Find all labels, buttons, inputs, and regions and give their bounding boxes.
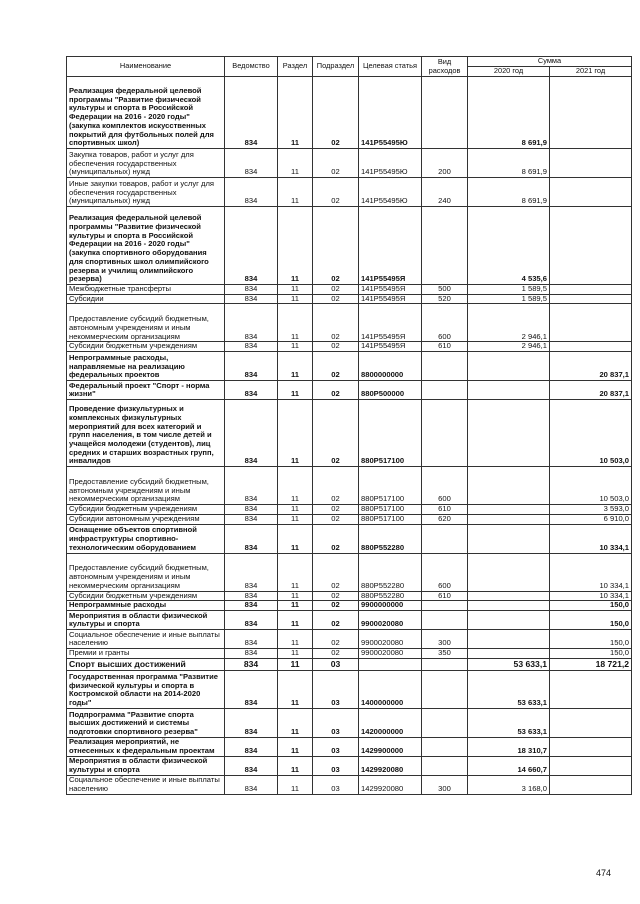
cell-y2021: 10 334,1 [550,591,632,601]
cell-y2021: 150,0 [550,611,632,630]
table-row [67,737,632,756]
cell-dept: 834 [225,630,278,649]
table-row [67,630,632,649]
cell-target: 880P500000 [359,381,422,400]
cell-dept: 834 [225,178,278,207]
cell-target: 141P55495Ю [359,77,422,149]
cell-section: 11 [278,514,313,524]
table-row [67,149,632,178]
cell-vr [422,400,468,467]
cell-dept: 834 [225,775,278,794]
table-row [67,178,632,207]
cell-name: Субсидии автономным учреждениям [67,514,225,524]
cell-sub: 02 [313,514,359,524]
cell-vr [422,352,468,381]
page-number: 474 [596,868,612,878]
table-row [67,77,632,149]
cell-y2020: 53 633,1 [468,670,550,708]
cell-section: 11 [278,285,313,295]
cell-section: 11 [278,670,313,708]
cell-name: Закупка товаров, работ и услуг для обеспечения государственных (муниципальных) нужд [67,149,225,178]
cell-name: Субсидии бюджетным учреждениям [67,342,225,352]
cell-y2021 [550,304,632,342]
cell-sub: 02 [313,178,359,207]
header-dept: Ведомство [225,57,278,77]
cell-y2021: 10 503,0 [550,400,632,467]
cell-y2020: 8 691,9 [468,149,550,178]
cell-dept: 834 [225,514,278,524]
table-row [67,304,632,342]
cell-target: 880P517100 [359,505,422,515]
cell-sub: 02 [313,467,359,505]
cell-name: Социальное обеспечение и иные выплаты населению [67,630,225,649]
cell-name: Реализация федеральной целевой программы "Развитие физической культуры и спорта в Российской Федерации на 2016 - 2020 годы" (закупка комплектов искусственных покрытий для футбольных полей для спортивных школ) [67,77,225,149]
cell-sub: 03 [313,708,359,737]
cell-y2020 [468,524,550,553]
cell-vr: 240 [422,178,468,207]
cell-section: 11 [278,756,313,775]
cell-name: Непрограммные расходы, направляемые на реализацию федеральных проектов [67,352,225,381]
table-body [67,77,632,795]
header-subsection: Подраздел [313,57,359,77]
table-row [67,601,632,611]
cell-target: 9900020080 [359,630,422,649]
cell-sub: 02 [313,553,359,591]
cell-y2020: 2 946,1 [468,342,550,352]
cell-dept: 834 [225,381,278,400]
cell-name: Предоставление субсидий бюджетным, автономным учреждениям и иным некоммерческим организациям [67,553,225,591]
cell-y2020 [468,381,550,400]
cell-section: 11 [278,708,313,737]
cell-dept: 834 [225,553,278,591]
cell-target: 1420000000 [359,708,422,737]
cell-name: Непрограммные расходы [67,601,225,611]
cell-y2021 [550,285,632,295]
cell-name: Спорт высших достижений [67,658,225,670]
cell-y2021: 3 593,0 [550,505,632,515]
cell-vr: 600 [422,467,468,505]
cell-y2021: 20 837,1 [550,381,632,400]
header-sum: Сумма [468,57,632,67]
cell-y2020: 18 310,7 [468,737,550,756]
cell-dept: 834 [225,149,278,178]
table-row [67,756,632,775]
cell-y2020: 2 946,1 [468,304,550,342]
cell-y2021 [550,708,632,737]
cell-dept: 834 [225,670,278,708]
cell-y2021 [550,207,632,285]
cell-name: Субсидии [67,294,225,304]
header-name: Наименование [67,57,225,77]
cell-target: 9900020080 [359,649,422,659]
cell-y2020: 53 633,1 [468,658,550,670]
cell-dept: 834 [225,737,278,756]
cell-vr: 500 [422,285,468,295]
cell-y2020: 8 691,9 [468,77,550,149]
cell-vr: 610 [422,342,468,352]
cell-sub: 02 [313,524,359,553]
cell-sub: 02 [313,630,359,649]
cell-sub: 02 [313,294,359,304]
cell-name: Субсидии бюджетным учреждениям [67,505,225,515]
cell-section: 11 [278,601,313,611]
cell-name: Реализация федеральной целевой программы "Развитие физической культуры и спорта в Российской Федерации на 2016 - 2020 годы" (закупка спортивного оборудования для спортивных школ олимпийского резерва и училищ олимпийского резерва) [67,207,225,285]
cell-section: 11 [278,207,313,285]
budget-table [66,56,632,795]
cell-sub: 03 [313,670,359,708]
table-row [67,524,632,553]
cell-target: 1400000000 [359,670,422,708]
cell-section: 11 [278,149,313,178]
cell-y2020: 3 168,0 [468,775,550,794]
cell-sub: 02 [313,352,359,381]
cell-y2021 [550,77,632,149]
table-row [67,352,632,381]
cell-dept: 834 [225,611,278,630]
cell-section: 11 [278,611,313,630]
cell-y2020 [468,611,550,630]
cell-dept: 834 [225,505,278,515]
cell-target: 1429920080 [359,756,422,775]
cell-dept: 834 [225,649,278,659]
cell-dept: 834 [225,467,278,505]
cell-section: 11 [278,77,313,149]
cell-sub: 02 [313,505,359,515]
cell-dept: 834 [225,400,278,467]
cell-dept: 834 [225,708,278,737]
cell-y2020 [468,514,550,524]
cell-y2020 [468,649,550,659]
cell-target: 9900000000 [359,601,422,611]
cell-y2021 [550,670,632,708]
cell-section: 11 [278,342,313,352]
cell-dept: 834 [225,756,278,775]
cell-y2020 [468,591,550,601]
cell-y2020 [468,505,550,515]
cell-sub: 02 [313,591,359,601]
cell-dept: 834 [225,77,278,149]
cell-vr [422,708,468,737]
cell-section: 11 [278,294,313,304]
cell-sub: 02 [313,649,359,659]
cell-name: Мероприятия в области физической культуры и спорта [67,756,225,775]
cell-y2021 [550,737,632,756]
cell-name: Федеральный проект "Спорт - норма жизни" [67,381,225,400]
cell-y2021 [550,342,632,352]
cell-y2021: 150,0 [550,630,632,649]
header-section: Раздел [278,57,313,77]
table-row [67,505,632,515]
cell-y2021: 10 334,1 [550,553,632,591]
cell-sub: 02 [313,381,359,400]
cell-y2020: 53 633,1 [468,708,550,737]
cell-sub: 03 [313,658,359,670]
cell-y2020: 1 589,5 [468,294,550,304]
table-row [67,467,632,505]
table-row [67,514,632,524]
cell-section: 11 [278,658,313,670]
cell-name: Социальное обеспечение и иные выплаты населению [67,775,225,794]
cell-vr [422,670,468,708]
cell-vr: 600 [422,553,468,591]
table-row [67,591,632,601]
cell-vr [422,611,468,630]
cell-y2020: 1 589,5 [468,285,550,295]
cell-sub: 03 [313,775,359,794]
cell-dept: 834 [225,524,278,553]
cell-target: 880P517100 [359,514,422,524]
cell-name: Предоставление субсидий бюджетным, автономным учреждениям и иным некоммерческим организациям [67,467,225,505]
cell-y2021: 150,0 [550,649,632,659]
cell-target: 141P55495Я [359,304,422,342]
cell-vr: 620 [422,514,468,524]
cell-sub: 03 [313,756,359,775]
cell-name: Иные закупки товаров, работ и услуг для обеспечения государственных (муниципальных) нужд [67,178,225,207]
table-row [67,708,632,737]
cell-section: 11 [278,400,313,467]
cell-section: 11 [278,591,313,601]
cell-section: 11 [278,630,313,649]
cell-sub: 02 [313,285,359,295]
cell-y2020: 14 660,7 [468,756,550,775]
cell-y2020 [468,352,550,381]
cell-target: 880P552280 [359,553,422,591]
cell-target: 8800000000 [359,352,422,381]
cell-section: 11 [278,381,313,400]
cell-target [359,658,422,670]
cell-dept: 834 [225,285,278,295]
cell-section: 11 [278,352,313,381]
cell-section: 11 [278,178,313,207]
cell-y2021: 18 721,2 [550,658,632,670]
cell-y2021 [550,178,632,207]
cell-y2020 [468,400,550,467]
cell-target: 141P55495Я [359,294,422,304]
cell-y2020 [468,630,550,649]
cell-name: Проведение физкультурных и комплексных физкультурных мероприятий для всех категорий и групп населения, в том числе детей и учащейся молодежи (студентов), лиц средних и старших возрастных групп, инвалидов [67,400,225,467]
cell-sub: 02 [313,601,359,611]
cell-dept: 834 [225,591,278,601]
cell-vr [422,601,468,611]
cell-dept: 834 [225,342,278,352]
table-row [67,400,632,467]
cell-vr [422,756,468,775]
cell-y2021 [550,775,632,794]
cell-name: Мероприятия в области физической культуры и спорта [67,611,225,630]
cell-y2020 [468,467,550,505]
table-row [67,294,632,304]
cell-vr: 610 [422,591,468,601]
cell-target: 141P55495Я [359,285,422,295]
table-row [67,285,632,295]
cell-section: 11 [278,553,313,591]
cell-sub: 02 [313,77,359,149]
cell-section: 11 [278,775,313,794]
cell-name: Реализация мероприятий, не отнесенных к федеральным проектам [67,737,225,756]
cell-name: Подпрограмма "Развитие спорта высших достижений и системы подготовки спортивного резерва" [67,708,225,737]
cell-sub: 02 [313,342,359,352]
cell-vr: 300 [422,630,468,649]
table-row [67,611,632,630]
table-header [67,57,632,77]
cell-y2020: 8 691,9 [468,178,550,207]
cell-dept: 834 [225,352,278,381]
cell-dept: 834 [225,601,278,611]
table-row [67,670,632,708]
cell-dept: 834 [225,304,278,342]
cell-dept: 834 [225,658,278,670]
cell-target: 1429900000 [359,737,422,756]
header-2020: 2020 год [468,67,550,77]
cell-sub: 02 [313,304,359,342]
cell-y2020 [468,601,550,611]
cell-sub: 02 [313,207,359,285]
cell-sub: 03 [313,737,359,756]
table-row [67,342,632,352]
cell-section: 11 [278,737,313,756]
table-row [67,553,632,591]
cell-dept: 834 [225,294,278,304]
cell-sub: 02 [313,400,359,467]
cell-y2021 [550,756,632,775]
cell-section: 11 [278,649,313,659]
table-row [67,658,632,670]
cell-name: Оснащение объектов спортивной инфраструктуры спортивно-технологическим оборудованием [67,524,225,553]
cell-name: Межбюджетные трансферты [67,285,225,295]
budget-sheet [66,56,632,795]
cell-y2021: 10 334,1 [550,524,632,553]
cell-y2020 [468,553,550,591]
cell-section: 11 [278,304,313,342]
cell-y2021: 20 837,1 [550,352,632,381]
header-2021: 2021 год [550,67,632,77]
cell-y2021 [550,149,632,178]
cell-target: 141P55495Ю [359,178,422,207]
cell-vr: 300 [422,775,468,794]
cell-section: 11 [278,467,313,505]
cell-name: Субсидии бюджетным учреждениям [67,591,225,601]
table-row [67,207,632,285]
cell-vr: 200 [422,149,468,178]
cell-vr: 600 [422,304,468,342]
cell-name: Премии и гранты [67,649,225,659]
header-exp-type: Вид расходов [422,57,468,77]
cell-target: 141P55495Я [359,207,422,285]
cell-vr [422,524,468,553]
cell-vr: 350 [422,649,468,659]
cell-y2021: 6 910,0 [550,514,632,524]
cell-y2020: 4 535,6 [468,207,550,285]
cell-target: 9900020080 [359,611,422,630]
table-row [67,649,632,659]
cell-y2021 [550,294,632,304]
cell-target: 141P55495Ю [359,149,422,178]
table-row [67,381,632,400]
cell-vr: 520 [422,294,468,304]
cell-vr [422,207,468,285]
cell-y2021: 150,0 [550,601,632,611]
cell-vr: 610 [422,505,468,515]
cell-vr [422,658,468,670]
cell-target: 880P517100 [359,467,422,505]
cell-dept: 834 [225,207,278,285]
cell-name: Государственная программа "Развитие физической культуры и спорта в Костромской области на 2014-2020 годы" [67,670,225,708]
cell-target: 1429920080 [359,775,422,794]
cell-vr [422,381,468,400]
cell-target: 880P552280 [359,524,422,553]
cell-sub: 02 [313,611,359,630]
cell-target: 141P55495Я [359,342,422,352]
cell-target: 880P552280 [359,591,422,601]
cell-name: Предоставление субсидий бюджетным, автономным учреждениям и иным некоммерческим организациям [67,304,225,342]
header-target: Целевая статья [359,57,422,77]
cell-sub: 02 [313,149,359,178]
cell-section: 11 [278,524,313,553]
cell-vr [422,77,468,149]
cell-y2021: 10 503,0 [550,467,632,505]
cell-section: 11 [278,505,313,515]
table-row [67,775,632,794]
cell-target: 880P517100 [359,400,422,467]
cell-vr [422,737,468,756]
